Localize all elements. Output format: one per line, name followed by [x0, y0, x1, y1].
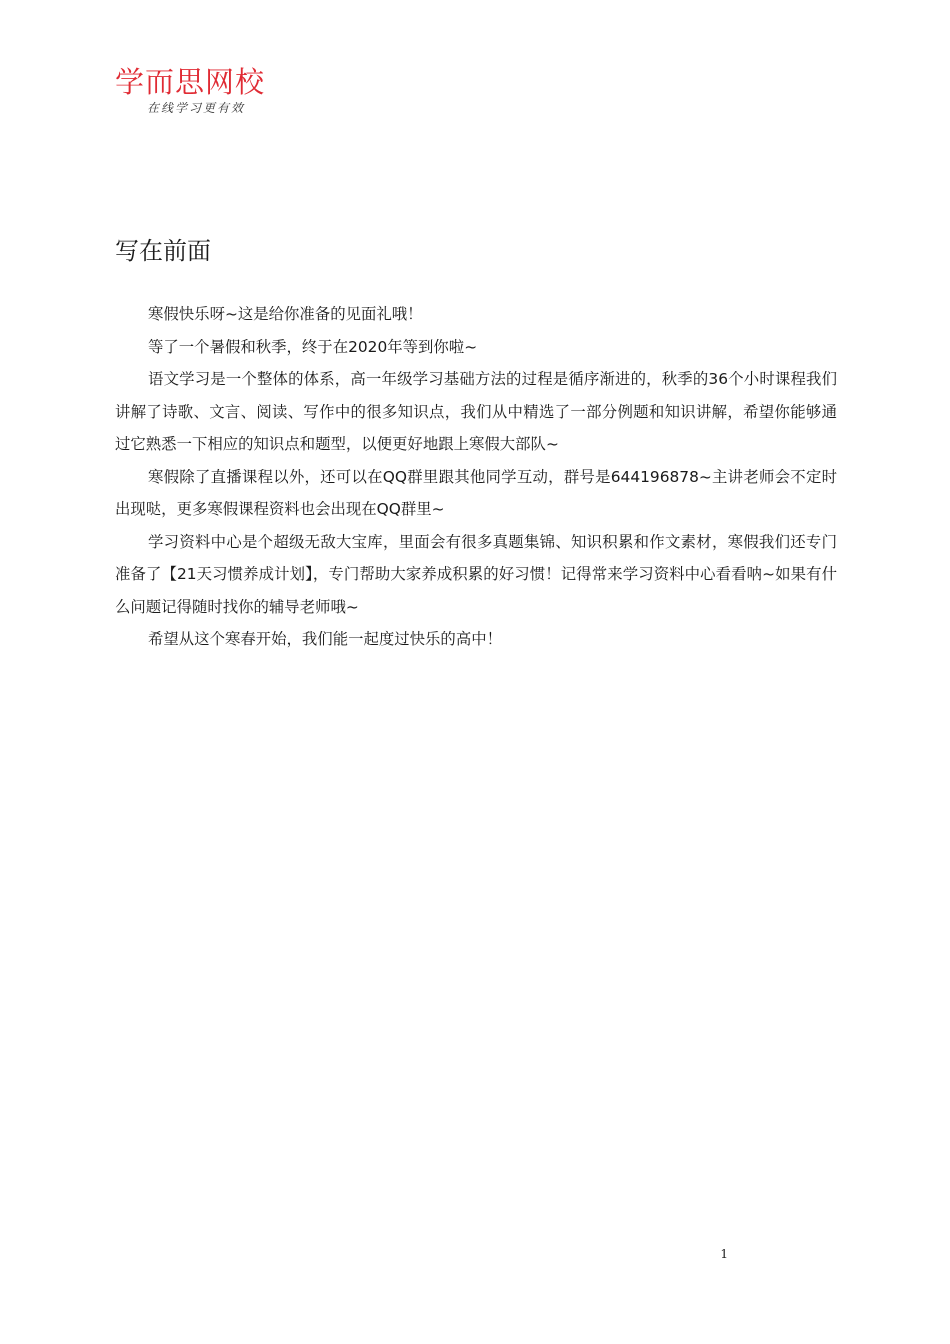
paragraph-course-intro: 语文学习是一个整体的体系，高一年级学习基础方法的过程是循序渐进的，秋季的36个小时课程我们讲解了诗歌、文言、阅读、写作中的很多知识点，我们从中精选了一部分例题和知识讲解，希望你能够通过它熟悉一下相应的知识点和题型，以便更好地跟上寒假大部队~	[115, 370, 837, 453]
page-number: 1	[720, 1247, 728, 1261]
logo-slogan: 在线学习更有效	[147, 101, 246, 115]
paragraph-closing: 希望从这个寒春开始，我们能一起度过快乐的高中！	[148, 630, 502, 648]
paragraph-qq-group: 寒假除了直播课程以外，还可以在QQ群里跟其他同学互动，群号是644196878~主讲老师会不定时出现哒，更多寒假课程资料也会出现在QQ群里~	[115, 467, 837, 518]
brand-logo	[115, 64, 315, 116]
logo-title: 学而思网校	[115, 65, 266, 99]
document-body	[115, 298, 837, 656]
paragraph-greeting: 寒假快乐呀~这是给你准备的见面礼哦！	[148, 305, 423, 323]
page-title: 写在前面	[115, 237, 211, 265]
paragraph-waiting: 等了一个暑假和秋季，终于在2020年等到你啦~	[148, 337, 478, 356]
paragraph-resource-center: 学习资料中心是个超级无敌大宝库，里面会有很多真题集锦、知识积累和作文素材，寒假我们还专门准备了【21天习惯养成计划】，专门帮助大家养成积累的好习惯！记得常来学习资料中心看看呐~如果有什么问题记得随时找你的辅导老师哦~	[115, 532, 837, 616]
